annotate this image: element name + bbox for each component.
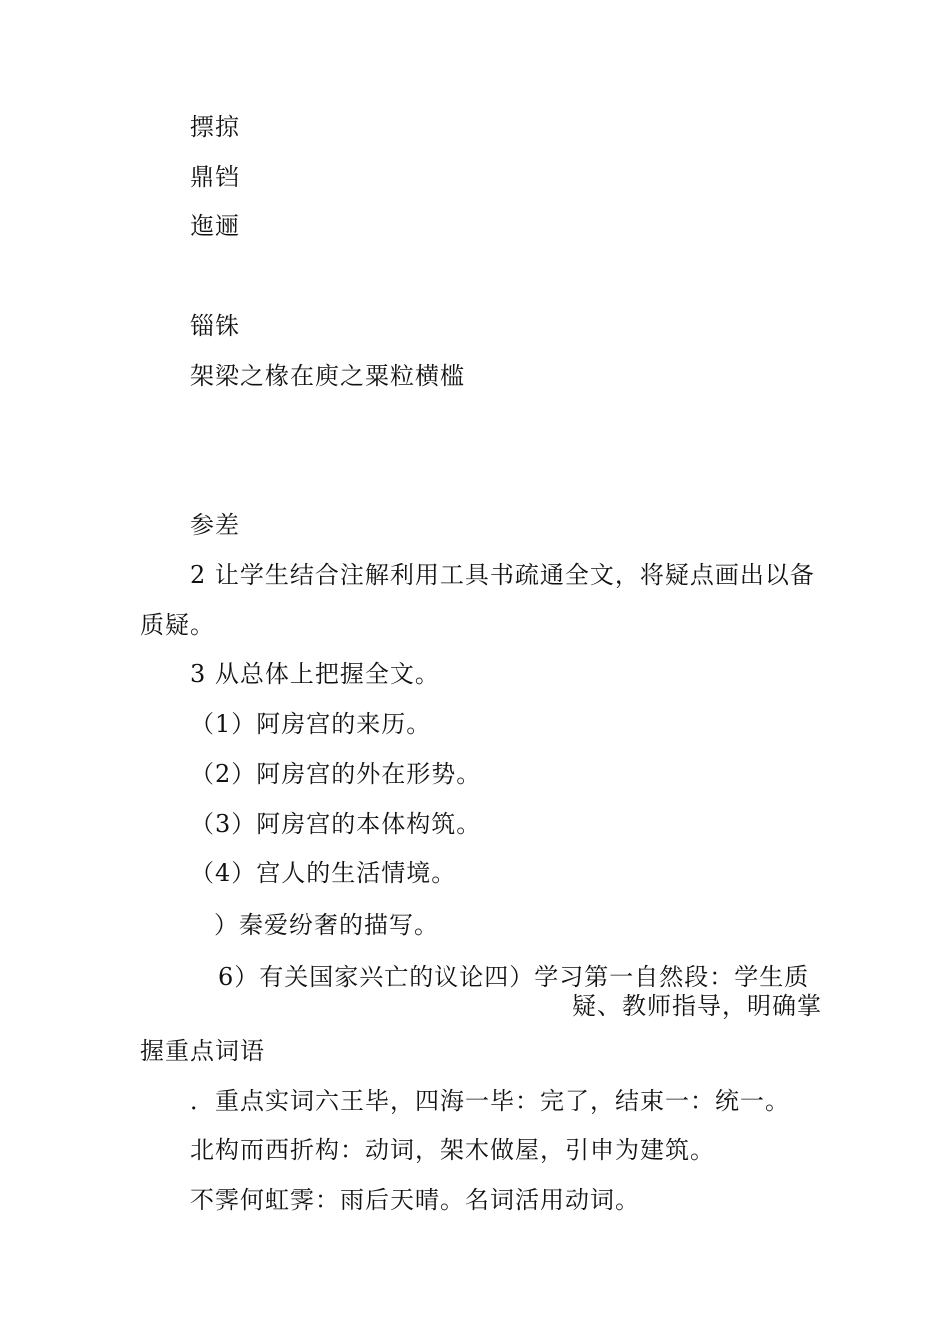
note-line-2: 北构而西折构：动词，架木做屋，引申为建筑。 [190, 1136, 715, 1164]
outline-item-6-line-2: 疑、教师指导，明确掌 [572, 992, 822, 1020]
outline-item-6-line-1: 6）有关国家兴亡的议论四）学习第一自然段：学生质 [218, 963, 810, 991]
vocab-word: 参差 [190, 511, 240, 539]
vocab-word: 摽掠 [190, 113, 240, 141]
vocab-word: 迤逦 [190, 212, 240, 240]
note-line-1: ．重点实词六王毕，四海一毕：完了，结束一：统一。 [190, 1087, 790, 1115]
step-2-line-1: 2 让学生结合注解利用工具书疏通全文，将疑点画出以备 [190, 561, 815, 589]
outline-item-1: （1）阿房宫的来历。 [190, 710, 432, 738]
step-3-heading: 3 从总体上把握全文。 [190, 660, 440, 688]
note-line-3: 不霁何虹霁：雨后天晴。名词活用动词。 [190, 1186, 640, 1214]
vocab-word: 锱铢 [190, 312, 240, 340]
outline-item-5: ）秦爱纷奢的描写。 [214, 911, 439, 939]
outline-item-6-line-3: 握重点词语 [140, 1037, 265, 1065]
outline-item-3: （3）阿房宫的本体构筑。 [190, 810, 482, 838]
outline-item-4: （4）宫人的生活情境。 [190, 859, 457, 887]
vocab-phrase: 架梁之椽在庾之粟粒横槛 [190, 362, 465, 390]
step-2-line-2: 质疑。 [140, 611, 215, 639]
outline-item-2: （2）阿房宫的外在形势。 [190, 760, 482, 788]
vocab-word: 鼎铛 [190, 163, 240, 191]
